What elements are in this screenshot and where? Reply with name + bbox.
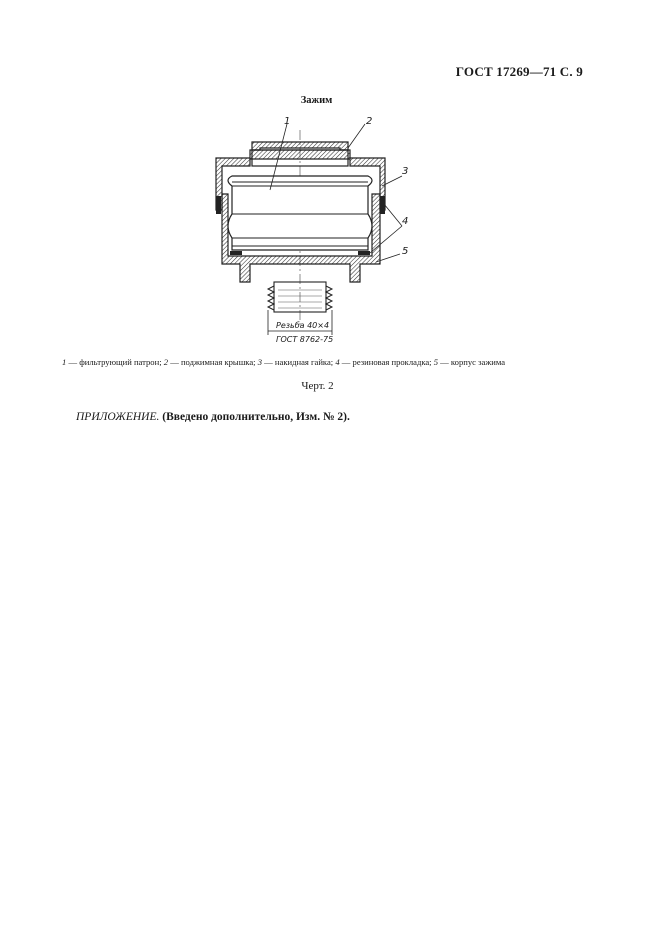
appendix-text: (Введено дополнительно, Изм. № 2). [162, 411, 350, 423]
callout-3: 3 [402, 166, 409, 177]
appendix-note [76, 411, 350, 423]
gasket-bottom-left [230, 251, 242, 255]
legend-text-1: — фильтрующий патрон; [66, 357, 164, 367]
appendix-label: ПРИЛОЖЕНИЕ. [76, 411, 160, 423]
figure-caption: Черт. 2 [301, 380, 334, 392]
callout-2: 2 [366, 116, 373, 127]
gasket-bottom-right [358, 251, 370, 255]
legend-num-3: 3 [257, 357, 263, 367]
legend-num-1: 1 [62, 357, 67, 367]
legend-text-5: — корпус зажима [438, 357, 506, 367]
legend-num-4: 4 [335, 357, 340, 367]
page-header: ГОСТ 17269—71 С. 9 [455, 64, 583, 79]
legend-text-2: — поджимная крышка; [168, 357, 258, 367]
filter-cartridge [228, 176, 372, 250]
thread-label: Резьба 40×4 [276, 321, 330, 330]
figure-title: Зажим [300, 95, 333, 106]
thread-left [268, 286, 274, 310]
clamp-drawing [180, 110, 420, 350]
callout-4: 4 [402, 216, 409, 227]
thread-standard: ГОСТ 8762-75 [276, 335, 334, 344]
thread-right [326, 286, 332, 310]
legend-text-4: — резиновая прокладка; [339, 357, 434, 367]
gasket-right [380, 196, 385, 214]
legend-num-2: 2 [163, 357, 169, 367]
legend-num-5: 5 [433, 357, 439, 367]
callout-1: 1 [284, 116, 291, 127]
callout-5: 5 [402, 246, 409, 257]
gasket-left [216, 196, 221, 214]
legend-text-3: — накидная гайка; [262, 357, 336, 367]
figure-legend [62, 357, 582, 367]
